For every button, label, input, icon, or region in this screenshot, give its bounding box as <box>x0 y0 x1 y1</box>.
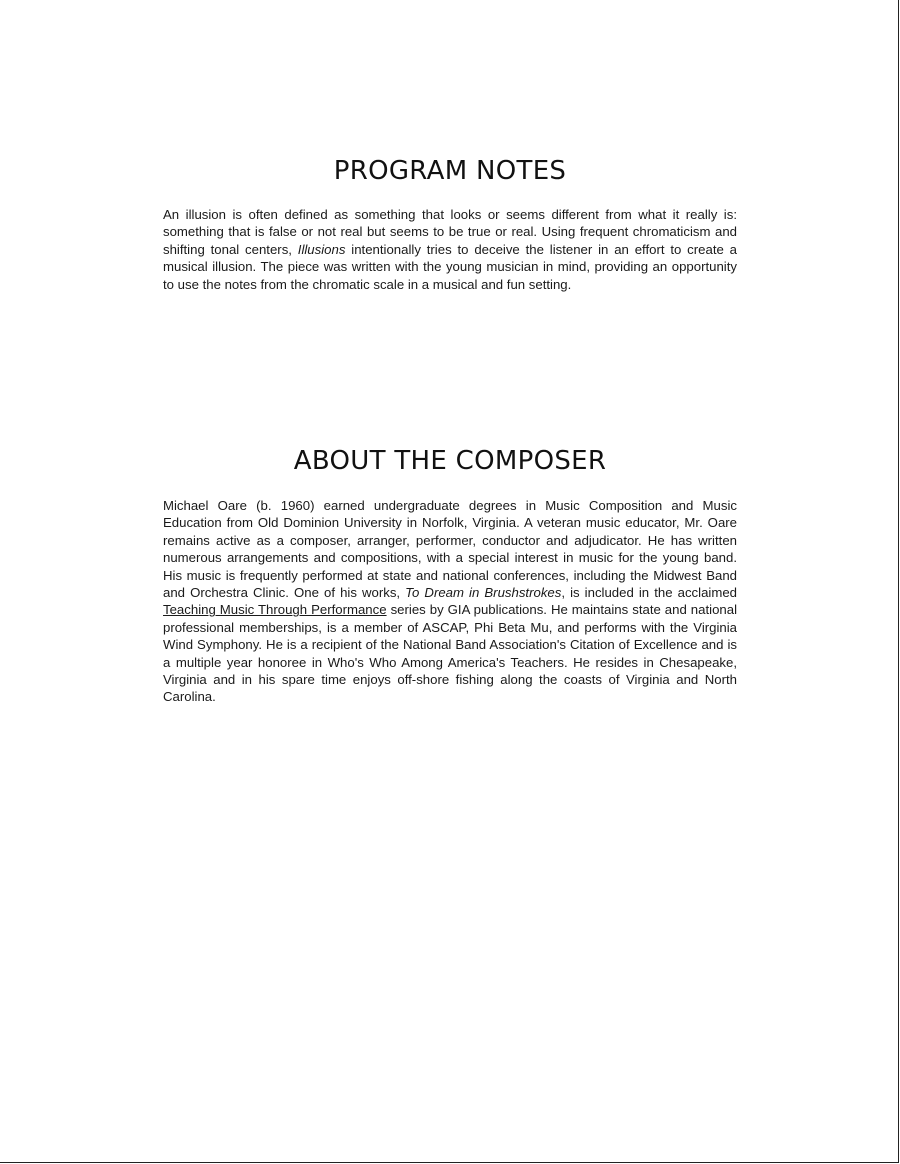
program-notes-text-1: An illusion is often defined as something that looks or seems different from what it really is: something that is false or not real but seems to be true or real. Using frequent chromaticism and shifting tonal centers, <box>163 207 737 257</box>
program-notes-paragraph <box>163 206 737 293</box>
about-composer-series-title: Teaching Music Through Performance <box>163 602 387 618</box>
about-composer-heading: ABOUT THE COMPOSER <box>293 446 607 476</box>
about-composer-text-1: Michael Oare (b. 1960) earned undergraduate degrees in Music Composition and Music Education from Old Dominion University in Norfolk, Virginia. A veteran music educator, Mr. Oare remains active as a composer, arranger, performer, conductor and adjudicator. He has written numerous arrangements and compositions, with a special interest in music for the young band. His music is frequently performed at state and national conferences, including the Midwest Band and Orchestra Clinic. One of his works, <box>163 498 737 601</box>
program-notes-heading: PROGRAM NOTES <box>333 156 567 186</box>
about-composer-text-2: , is included in the acclaimed <box>561 585 737 601</box>
program-notes-italic-title: Illusions <box>297 241 346 257</box>
program-notes-text-2: intentionally tries to deceive the listener in an effort to create a musical illusion. The piece was written with the young musician in mind, providing an opportunity to use the notes from the chromatic scale in a musical and fun setting. <box>163 241 737 292</box>
program-notes-section <box>163 156 737 293</box>
about-composer-section <box>163 446 737 706</box>
about-composer-paragraph <box>163 497 737 706</box>
about-composer-text-3: series by GIA publications. He maintains state and national professional memberships, is a member of ASCAP, Phi Beta Mu, and performs with the Virginia Wind Symphony. He is a recipient of the National Band Association's Citation of Excellence and is a multiple year honoree in Who's Who Among America's Teachers. He resides in Chesapeake, Virginia and in his spare time enjoys off-shore fishing along the coasts of Virginia and North Carolina. <box>163 602 737 705</box>
about-composer-italic-work: To Dream in Brushstrokes <box>405 585 562 601</box>
